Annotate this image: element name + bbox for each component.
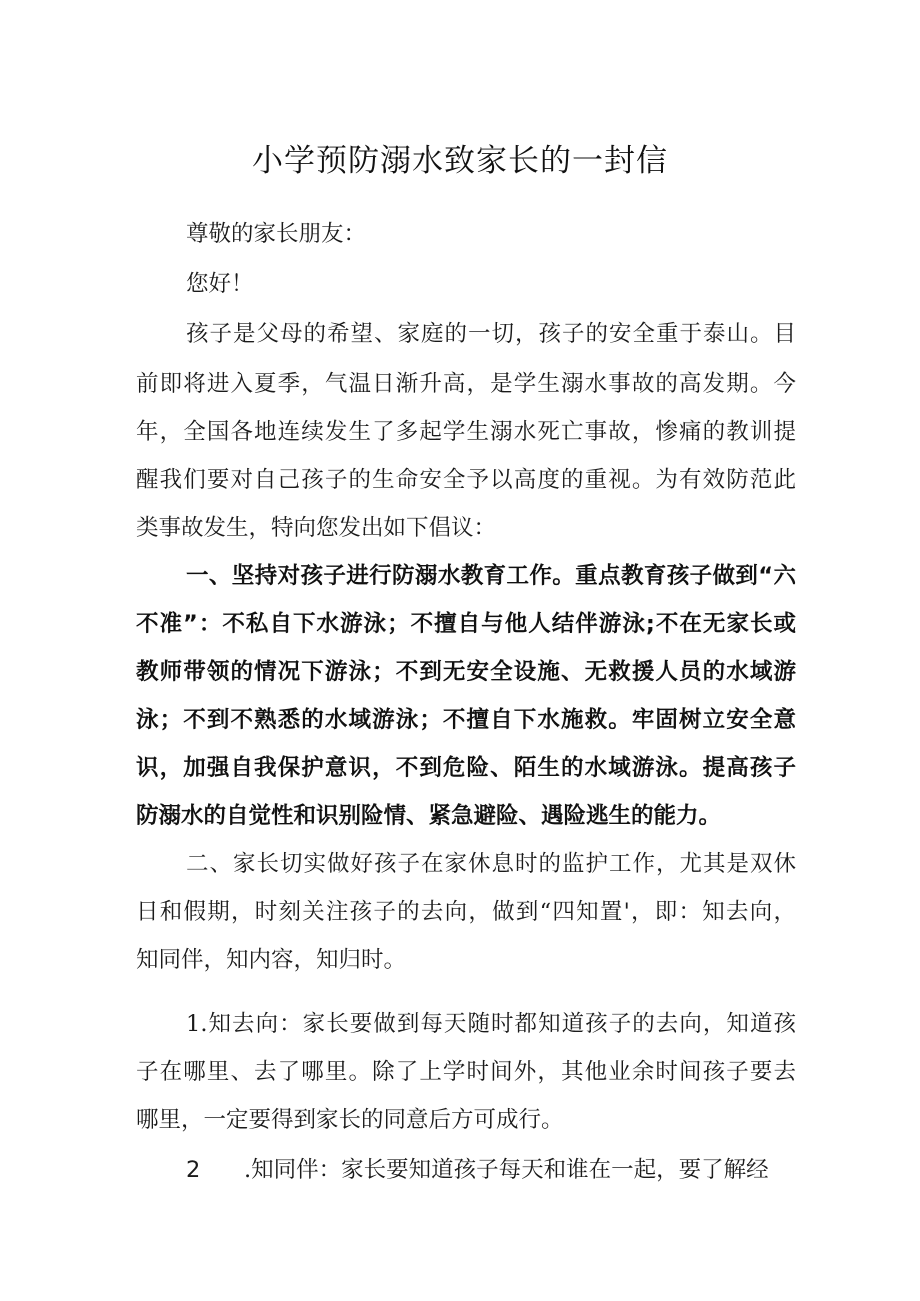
intro-line: 醒我们要对自己孩子的生命安全予以高度的重视。为有效防范此 bbox=[136, 467, 796, 493]
section2-line: 知同伴，知内容，知归时。 bbox=[136, 947, 407, 973]
greeting: 您好！ bbox=[186, 271, 254, 297]
intro-line: 年，全国各地连续发生了多起学生溺水死亡事故，惨痛的教训提 bbox=[136, 419, 796, 445]
section1-line: 防溺水的自觉性和识别险情、紧急避险、遇险逃生的能力。 bbox=[136, 803, 722, 829]
item1-line: 1.知去向：家长要做到每天随时都知道孩子的去向，知道孩 bbox=[186, 1011, 796, 1037]
intro-line: 孩子是父母的希望、家庭的一切，孩子的安全重于泰山。目 bbox=[186, 321, 796, 347]
section1-line: 识，加强自我保护意识，不到危险、陌生的水域游泳。提高孩子 bbox=[136, 755, 796, 781]
section1-line: 一、坚持对孩子进行防溺水教育工作。重点教育孩子做到“六 bbox=[186, 563, 796, 589]
salutation: 尊敬的家长朋友： bbox=[186, 221, 367, 247]
item2-number: 2 bbox=[186, 1157, 201, 1183]
section1-line: 不准”：不私自下水游泳；不擅自与他人结伴游泳;不在无家长或 bbox=[136, 611, 796, 637]
item1-line: 子在哪里、去了哪里。除了上学时间外，其他业余时间孩子要去 bbox=[136, 1059, 796, 1085]
intro-line: 前即将进入夏季，气温日渐升高，是学生溺水事故的高发期。今 bbox=[136, 371, 796, 397]
item2-line bbox=[186, 1154, 796, 1186]
section2-line: 二、家长切实做好孩子在家休息时的监护工作，尤其是双休 bbox=[186, 851, 796, 877]
item1-line: 哪里，一定要得到家长的同意后方可成行。 bbox=[136, 1107, 564, 1133]
document-title: 小学预防溺水致家长的一封信 bbox=[252, 143, 668, 179]
item2-text: .知同伴：家长要知道孩子每天和谁在一起，要了解经 bbox=[244, 1157, 769, 1183]
intro-line: 类事故发生，特向您发出如下倡议： bbox=[136, 515, 497, 541]
section1-line: 泳；不到不熟悉的水域游泳；不擅自下水施救。牢固树立安全意 bbox=[136, 707, 796, 733]
section2-line: 日和假期，时刻关注孩子的去向，做到“四知置'，即：知去向， bbox=[136, 899, 796, 925]
section1-line: 教师带领的情况下游泳；不到无安全设施、无救援人员的水域游 bbox=[136, 659, 796, 685]
